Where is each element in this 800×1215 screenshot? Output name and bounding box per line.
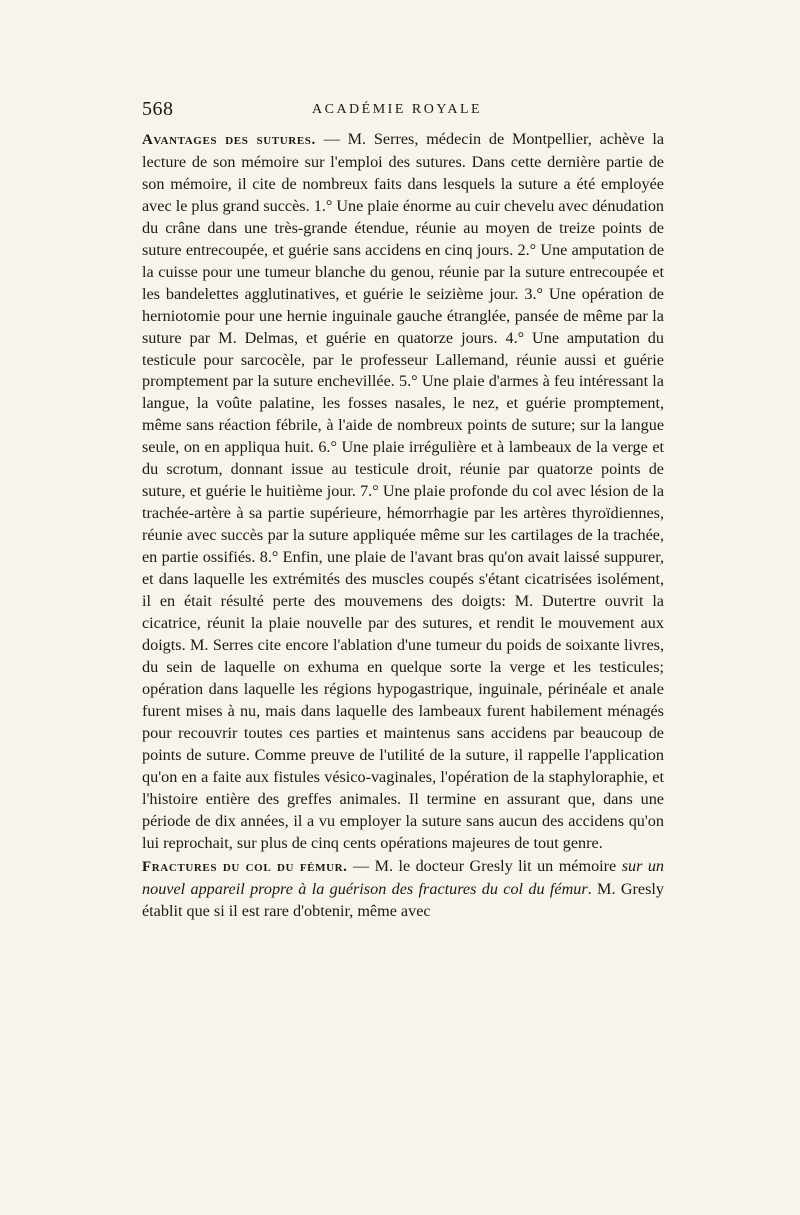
page-body: [142, 129, 664, 923]
paragraph-text: — M. Serres, médecin de Montpellier, achève la lecture de son mémoire sur l'emploi des sutures. Dans cette dernière partie de son mémoire, il cite de nombreux faits dans lesquels la suture a été employée avec le plus grand succès. 1.° Une plaie énorme au cuir chevelu avec dénudation du crâne dans une très-grande étendue, réunie au moyen de treize points de suture entrecoupée, et guérie sans accidens en cinq jours. 2.° Une amputation de la cuisse pour une tumeur blanche du genou, réunie par la suture entrecoupée et les bandelettes agglutinatives, et guérie le seizième jour. 3.° Une opération de herniotomie pour une hernie inguinale gauche étranglée, pansée de même par la suture par M. Delmas, et guérie en quatorze jours. 4.° Une amputation du testicule pour sarcocèle, par le professeur Lallemand, réunie aussi et guérie promptement par la suture enchevillée. 5.° Une plaie d'armes à feu intéressant la langue, la voûte palatine, les fosses nasales, le nez, et guérie promptement, même sans réaction fébrile, à l'aide de nombreux points de suture; sur la langue seule, on en appliqua huit. 6.° Une plaie irrégulière et à lambeaux de la verge et du scrotum, donnant issue au testicule droit, réunie par quatorze points de suture, et guérie le huitième jour. 7.° Une plaie profonde du col avec lésion de la trachée-artère à sa partie supérieure, hémorrhagie par les artères thyroïdiennes, réunie avec succès par la suture appliquée même sur les cartilages de la trachée, en partie ossifiés. 8.° Enfin, une plaie de l'avant bras qu'on avait laissé suppurer, et dans laquelle les extrémités des muscles coupés s'étant cicatrisées isolément, il en était résulté perte des mouvemens des doigts: M. Dutertre ouvrit la cicatrice, réunit la plaie nouvelle par des sutures, et rendit le mouvement aux doigts. M. Serres cite encore l'ablation d'une tumeur du poids de soixante livres, du sein de laquelle on exhuma en quelque sorte la verge et les testicules; opération dans laquelle les régions hypogastrique, inguinale, périnéale et anale furent mises à nu, mais dans laquelle des lambeaux furent habilement ménagés pour recouvrir toutes ces parties et maintenus sans accidens par beaucoup de points de suture. Comme preuve de l'utilité de la suture, il rappelle l'application qu'on en a faite aux fistules vésico-vaginales, l'opération de la staphyloraphie, et l'histoire entière des greffes animales. Il termine en assurant que, dans une période de dix années, il a vu employer la suture sans aucun des accidens qu'on lui reprochait, sur plus de cinq cents opérations majeures de tout genre.: [142, 130, 665, 852]
memoir-title: sur un nouvel appareil propre à la guérison des fractures du col du fémur: [142, 857, 665, 899]
page-header: [142, 98, 666, 122]
section-lead-sutures: Avantages des sutures.: [142, 132, 316, 148]
paragraph-sutures: [142, 129, 664, 854]
section-lead-fractures: Fractures du col du fémur.: [142, 859, 348, 876]
paragraph-text: . M. Gresly établit que si il est rare d'obtenir, même avec: [142, 880, 664, 921]
paragraph-fractures: [142, 856, 664, 923]
paragraph-text: — M. le docteur Gresly lit un mémoire: [347, 857, 622, 876]
running-head: ACADÉMIE ROYALE: [312, 102, 483, 117]
page-number: 568: [142, 98, 174, 120]
